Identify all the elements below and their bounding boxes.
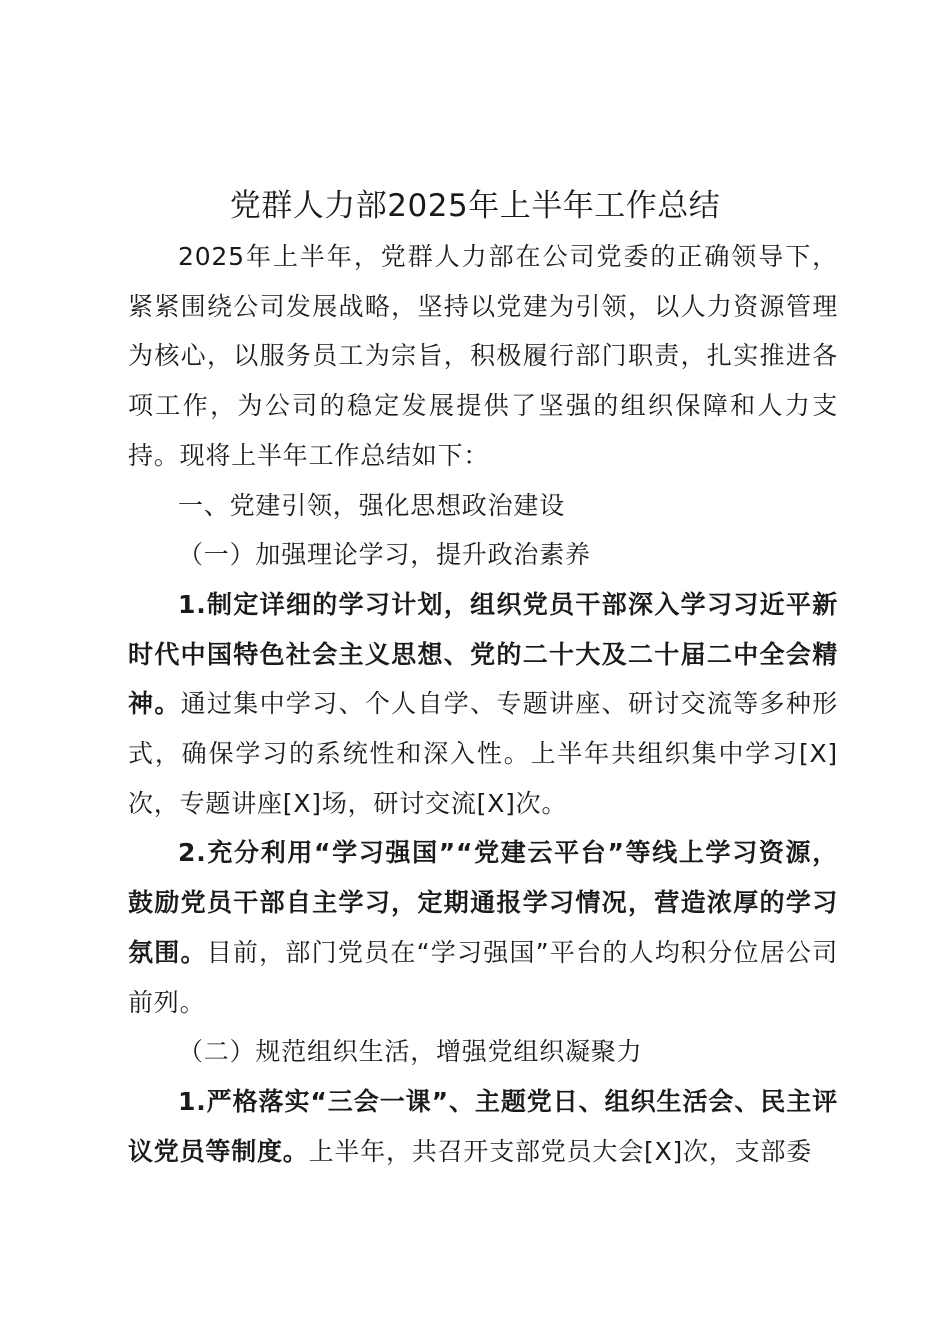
item-lead: 1.制定详细的学习计划，组织党员干部深入学习习近平新时代中国特色社会主义思想、党的二十大及二十届二中全会精神。 [128,589,838,719]
list-item [128,1077,838,1176]
item-text: 上半年，共召开支部党员大会[X]次，支部委 [308,1136,813,1166]
list-item [128,580,838,829]
subsection-heading-2: （二）规范组织生活，增强党组织凝聚力 [178,1037,643,1067]
item-text: 目前，部门党员在“学习强国”平台的人均积分位居公司前列。 [128,937,838,1017]
section-heading-1: 一、党建引领，强化思想政治建设 [178,490,566,520]
item-text: 通过集中学习、个人自学、专题讲座、研讨交流等多种形式，确保学习的系统性和深入性。上半年共组织集中学习[X]次，专题讲座[X]场，研讨交流[X]次。 [128,689,838,818]
document-body [128,232,838,1176]
list-item [128,828,838,1027]
item-lead: 1.严格落实“三会一课”、主题党日、组织生活会、民主评议党员等制度。 [128,1086,838,1166]
intro-paragraph: 2025年上半年，党群人力部在公司党委的正确领导下，紧紧围绕公司发展战略，坚持以党建为引领，以人力资源管理为核心，以服务员工为宗旨，积极履行部门职责，扎实推进各项工作，为公司的稳定发展提供了坚强的组织保障和人力支持。现将上半年工作总结如下： [128,242,838,470]
subsection-heading-1: （一）加强理论学习，提升政治素养 [178,540,591,570]
item-lead: 2.充分利用“学习强国”“党建云平台”等线上学习资源，鼓励党员干部自主学习，定期通报学习情况，营造浓厚的学习氛围。 [128,838,838,967]
document-title: 党群人力部2025年上半年工作总结 [229,188,721,224]
